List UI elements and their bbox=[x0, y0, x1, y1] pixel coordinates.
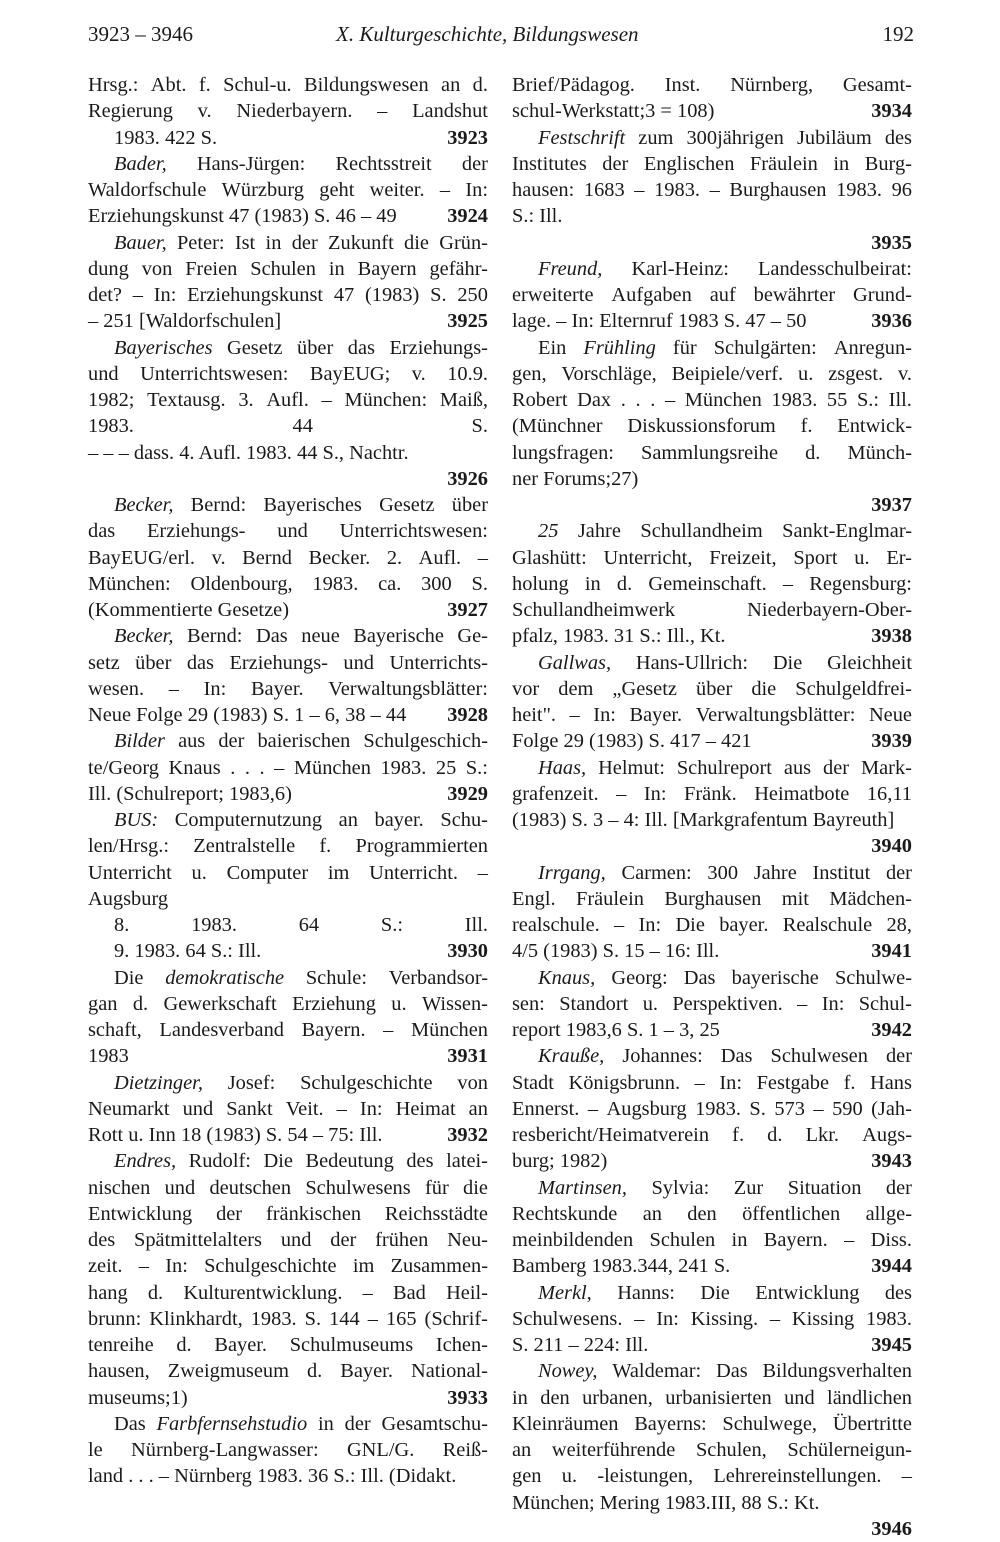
entry-text: Neumarkt und Sankt Veit. – In: Heimat an bbox=[88, 1097, 488, 1120]
entry-line bbox=[512, 203, 912, 229]
entry-text: 4/5 (1983) S. 15 – 16: Ill. bbox=[512, 940, 720, 963]
entry-line bbox=[88, 151, 488, 177]
entry-line bbox=[512, 1280, 912, 1306]
entry-line bbox=[88, 1253, 488, 1279]
bibliography-entry bbox=[512, 1358, 912, 1542]
entry-line bbox=[512, 860, 912, 886]
entry-line bbox=[88, 518, 488, 544]
entry-line bbox=[512, 886, 912, 912]
entry-line bbox=[88, 1122, 488, 1148]
entry-text: Glashütt: Unterricht, Freizeit, Sport u. Er- bbox=[512, 546, 912, 569]
entry-line bbox=[88, 597, 488, 623]
entry-text: grafenzeit. – In: Fränk. Heimatbote 16,11 bbox=[512, 782, 912, 805]
entry-line bbox=[512, 518, 912, 544]
entry-text: Bamberg 1983.344, 241 S. bbox=[512, 1255, 731, 1278]
entry-number: 3928 bbox=[447, 704, 488, 726]
entry-number: 3923 bbox=[447, 126, 488, 149]
entry-text: Freund, Karl-Heinz: Landesschulbeirat: bbox=[538, 257, 912, 280]
entry-text: – 251 [Waldorfschulen] bbox=[88, 310, 282, 333]
entry-line bbox=[512, 335, 912, 361]
entry-line bbox=[512, 650, 912, 676]
entry-text: realschule. – In: Die bayer. Realschule 28, bbox=[512, 914, 912, 936]
entry-text: 9. 1983. 64 S.: Ill. bbox=[114, 940, 262, 963]
entry-line bbox=[88, 860, 488, 886]
entry-number-line bbox=[512, 833, 912, 859]
bibliography-entry bbox=[512, 256, 912, 335]
entry-number: 3937 bbox=[871, 494, 912, 516]
entry-text: le Nürnberg-Langwasser: GNL/G. Reiß- bbox=[88, 1439, 488, 1461]
entry-number-line bbox=[512, 1516, 912, 1542]
bibliography-entry bbox=[88, 492, 488, 623]
entry-text: Hrsg.: Abt. f. Schul-u. Bildungswesen an d. bbox=[88, 74, 488, 96]
entry-number: 3941 bbox=[871, 940, 912, 963]
entry-text: sen: Standort u. Perspektiven. – In: Schul- bbox=[512, 992, 912, 1015]
bibliography-entry bbox=[512, 125, 912, 256]
entry-line bbox=[512, 72, 912, 98]
entry-number: 3926 bbox=[447, 467, 488, 490]
entry-line bbox=[512, 1463, 912, 1489]
entry-text: München; Mering 1983.III, 88 S.: Kt. bbox=[512, 1491, 820, 1514]
entry-text: setz über das Erziehungs- und Unterrichts- bbox=[88, 651, 488, 674]
entry-line bbox=[88, 1227, 488, 1253]
entry-line bbox=[512, 597, 912, 623]
entry-number-line bbox=[88, 466, 488, 492]
entry-line bbox=[88, 413, 488, 439]
bibliography-entry bbox=[512, 72, 912, 125]
bibliography-entry bbox=[88, 965, 488, 1070]
entry-line bbox=[88, 1043, 488, 1069]
entry-line bbox=[512, 151, 912, 177]
entry-line bbox=[512, 1175, 912, 1201]
entry-text: Becker, Bernd: Bayerisches Gesetz über bbox=[114, 494, 488, 516]
entry-line bbox=[88, 282, 488, 308]
entry-number: 3943 bbox=[871, 1150, 912, 1173]
entry-text: Unterricht u. Computer im Unterricht. – bbox=[88, 861, 488, 884]
entry-line bbox=[88, 203, 488, 229]
entry-number: 3925 bbox=[447, 310, 488, 333]
entry-text: Haas, Helmut: Schulreport aus der Mark- bbox=[538, 756, 912, 779]
entry-line bbox=[512, 623, 912, 649]
entry-text: Bauer, Peter: Ist in der Zukunft die Grün- bbox=[114, 231, 488, 254]
entry-text: Nowey, Waldemar: Das Bildungsverhalten bbox=[538, 1360, 912, 1383]
entry-number: 3935 bbox=[871, 231, 912, 254]
entry-line bbox=[88, 938, 488, 964]
entry-line bbox=[88, 387, 488, 413]
entry-text: ner Forums;27) bbox=[512, 467, 639, 490]
entry-line bbox=[512, 466, 912, 492]
entry-line bbox=[88, 886, 488, 912]
bibliography-entry bbox=[88, 230, 488, 335]
entry-text: lage. – In: Elternruf 1983 S. 47 – 50 bbox=[512, 310, 807, 333]
entry-text: heit". – In: Bayer. Verwaltungsblätter: Neue bbox=[512, 704, 912, 726]
entry-number: 3934 bbox=[871, 100, 912, 123]
entry-line bbox=[88, 230, 488, 256]
entry-text: München: Oldenbourg, 1983. ca. 300 S. bbox=[88, 572, 488, 595]
entry-text: nischen und deutschen Schulwesens für die bbox=[88, 1176, 488, 1199]
entry-line bbox=[88, 1411, 488, 1437]
bibliography-entry bbox=[88, 151, 488, 230]
entry-number: 3939 bbox=[871, 730, 912, 753]
entry-line bbox=[88, 781, 488, 807]
entry-number: 3927 bbox=[447, 599, 488, 621]
entry-line bbox=[88, 1358, 488, 1384]
entry-text: Rechtskunde an den öffentlichen allge- bbox=[512, 1202, 912, 1225]
entry-text: Bader, Hans-Jürgen: Rechtsstreit der bbox=[114, 152, 488, 175]
bibliography-entry bbox=[88, 72, 488, 151]
entry-line bbox=[88, 912, 488, 938]
entry-text: Engl. Fräulein Burghausen mit Mädchen- bbox=[512, 887, 912, 910]
entry-text: zeit. – In: Schulgeschichte im Zusammen- bbox=[88, 1255, 488, 1278]
entry-line bbox=[88, 833, 488, 859]
bibliography-entry bbox=[512, 518, 912, 649]
entry-text: Rott u. Inn 18 (1983) S. 54 – 75: Ill. bbox=[88, 1124, 383, 1146]
entry-text: Augsburg bbox=[88, 887, 169, 910]
entry-text: lungsfragen: Sammlungsreihe d. Münch- bbox=[512, 441, 912, 464]
entry-text: det? – In: Erziehungskunst 47 (1983) S. 250 bbox=[88, 284, 488, 306]
entry-number: 3924 bbox=[447, 205, 488, 228]
bibliography-entry bbox=[512, 1280, 912, 1359]
entry-text: Stadt Königsbrunn. – In: Festgabe f. Hans bbox=[512, 1071, 912, 1094]
entry-line bbox=[88, 807, 488, 833]
bibliography-entry bbox=[88, 335, 488, 493]
entry-line bbox=[512, 1385, 912, 1411]
entry-text: Die demokratische Schule: Verbandsor- bbox=[114, 966, 488, 989]
entry-line bbox=[512, 545, 912, 571]
entry-text: Kleinräumen Bayerns: Schulwege, Übertritte bbox=[512, 1412, 912, 1435]
entry-text: Institutes der Englischen Fräulein in Burg- bbox=[512, 152, 912, 175]
entry-line bbox=[512, 1306, 912, 1332]
entry-text: Folge 29 (1983) S. 417 – 421 bbox=[512, 730, 752, 753]
entry-text: Brief/Pädagog. Inst. Nürnberg, Gesamt- bbox=[512, 74, 912, 96]
entry-text: in den urbanen, urbanisierten und ländlichen bbox=[512, 1386, 912, 1409]
entry-text: S. 211 – 224: Ill. bbox=[512, 1334, 649, 1356]
entry-text: pfalz, 1983. 31 S.: Ill., Kt. bbox=[512, 625, 726, 648]
entry-line bbox=[512, 728, 912, 754]
entry-line bbox=[512, 256, 912, 282]
bibliography-entry bbox=[512, 1043, 912, 1174]
entry-line bbox=[88, 991, 488, 1017]
header-entry-range: 3923 – 3946 bbox=[88, 22, 193, 46]
entry-line bbox=[512, 282, 912, 308]
entry-text: 8. 1983. 64 S.: Ill. bbox=[114, 914, 488, 936]
entry-line bbox=[512, 702, 912, 728]
entry-line bbox=[512, 1096, 912, 1122]
entry-line bbox=[512, 98, 912, 124]
left-column bbox=[88, 72, 488, 1490]
entry-line bbox=[512, 1490, 912, 1516]
entry-line bbox=[88, 1463, 488, 1489]
entry-number: 3931 bbox=[447, 1045, 488, 1068]
entry-line bbox=[88, 308, 488, 334]
entry-line bbox=[512, 1148, 912, 1174]
entry-text: des Spätmittelalters und der frühen Neu- bbox=[88, 1229, 488, 1251]
entry-line bbox=[88, 623, 488, 649]
entry-line bbox=[512, 1043, 912, 1069]
entry-text: te/Georg Knaus . . . – München 1983. 25 S.: bbox=[88, 756, 488, 779]
entry-line bbox=[88, 1201, 488, 1227]
entry-line bbox=[88, 1280, 488, 1306]
entry-text: report 1983,6 S. 1 – 3, 25 bbox=[512, 1019, 720, 1041]
entry-number-line bbox=[512, 230, 912, 256]
entry-text: Schulwesens. – In: Kissing. – Kissing 1983. bbox=[512, 1307, 912, 1330]
entry-line bbox=[512, 387, 912, 413]
entry-line bbox=[512, 965, 912, 991]
entry-line bbox=[88, 492, 488, 518]
entry-text: hang d. Kulturentwicklung. – Bad Heil- bbox=[88, 1281, 488, 1304]
entry-line bbox=[88, 1437, 488, 1463]
entry-text: und Unterrichtswesen: BayEUG; v. 10.9. bbox=[88, 362, 488, 385]
bibliography-entry bbox=[512, 965, 912, 1044]
entry-line bbox=[512, 1201, 912, 1227]
entry-line bbox=[88, 72, 488, 98]
entry-line bbox=[88, 1017, 488, 1043]
bibliography-entry bbox=[512, 335, 912, 519]
entry-text: dung von Freien Schulen in Bayern gefähr- bbox=[88, 257, 488, 280]
entry-number: 3942 bbox=[871, 1019, 912, 1041]
entry-text: holung in d. Gemeinschaft. – Regensburg: bbox=[512, 572, 912, 595]
entry-text: 1982; Textausg. 3. Aufl. – München: Maiß, bbox=[88, 389, 488, 411]
entry-line bbox=[88, 965, 488, 991]
entry-line bbox=[88, 1096, 488, 1122]
entry-line bbox=[512, 1017, 912, 1043]
entry-text: museums;1) bbox=[88, 1386, 188, 1409]
entry-line bbox=[512, 1070, 912, 1096]
entry-text: 1983. 422 S. bbox=[114, 126, 218, 149]
entry-text: Knaus, Georg: Das bayerische Schulwe- bbox=[538, 966, 912, 989]
entry-line bbox=[512, 912, 912, 938]
bibliography-entry bbox=[512, 755, 912, 860]
bibliography-entry bbox=[88, 1411, 488, 1490]
entry-text: 1983. 44 S. bbox=[88, 415, 488, 438]
entry-text: schaft, Landesverband Bayern. – München bbox=[88, 1019, 488, 1041]
entry-line bbox=[88, 650, 488, 676]
entry-text: Krauße, Johannes: Das Schulwesen der bbox=[538, 1045, 912, 1068]
entry-text: Endres, Rudolf: Die Bedeutung des latei- bbox=[114, 1150, 488, 1173]
entry-text: Bilder aus der baierischen Schulgeschich- bbox=[114, 730, 488, 753]
entry-text: hausen: 1683 – 1983. – Burghausen 1983. 96 bbox=[512, 179, 912, 201]
entry-number: 3944 bbox=[871, 1255, 912, 1278]
header-section-title: X. Kulturgeschichte, Bildungswesen bbox=[336, 22, 639, 46]
bibliography-entry bbox=[88, 1070, 488, 1149]
entry-text: Ennerst. – Augsburg 1983. S. 573 – 590 (Jah- bbox=[512, 1097, 912, 1120]
entry-text: Martinsen, Sylvia: Zur Situation der bbox=[538, 1176, 912, 1199]
entry-line bbox=[88, 1175, 488, 1201]
entry-number: 3929 bbox=[447, 782, 488, 805]
entry-line bbox=[512, 361, 912, 387]
page-header bbox=[88, 22, 914, 56]
entry-text: Robert Dax . . . – München 1983. 55 S.: Ill. bbox=[512, 389, 912, 411]
entry-text: (Kommentierte Gesetze) bbox=[88, 599, 289, 621]
entry-text: Ein Frühling für Schulgärten: Anregun- bbox=[538, 336, 912, 359]
entry-text: BUS: Computernutzung an bayer. Schu- bbox=[114, 809, 488, 831]
entry-text: 25 Jahre Schullandheim Sankt-Englmar- bbox=[538, 520, 912, 543]
entry-text: (1983) S. 3 – 4: Ill. [Markgrafentum Bayreuth] bbox=[512, 809, 895, 831]
bibliography-entry bbox=[88, 728, 488, 807]
entry-number: 3940 bbox=[871, 835, 912, 858]
entry-text: burg; 1982) bbox=[512, 1150, 608, 1173]
entry-text: Merkl, Hanns: Die Entwicklung des bbox=[538, 1281, 912, 1304]
entry-number: 3945 bbox=[871, 1334, 912, 1356]
entry-text: land . . . – Nürnberg 1983. 36 S.: Ill. (Didakt. bbox=[88, 1465, 457, 1488]
entry-text: Regierung v. Niederbayern. – Landshut bbox=[88, 100, 488, 123]
entry-text: gen u. -leistungen, Lehrereinstellungen. – bbox=[512, 1465, 912, 1488]
entry-line bbox=[512, 755, 912, 781]
entry-text: (Münchner Diskussionsforum f. Entwick- bbox=[512, 415, 912, 438]
entry-number: 3933 bbox=[447, 1386, 488, 1409]
entry-text: meinbildenden Schulen in Bayern. – Diss. bbox=[512, 1229, 912, 1251]
bibliography-entry bbox=[88, 623, 488, 728]
entry-text: Das Farbfernsehstudio in der Gesamtschu- bbox=[114, 1412, 488, 1435]
entry-text: Dietzinger, Josef: Schulgeschichte von bbox=[114, 1071, 488, 1094]
entry-line bbox=[512, 440, 912, 466]
entry-number: 3932 bbox=[447, 1124, 488, 1146]
entry-line bbox=[512, 413, 912, 439]
entry-line bbox=[512, 1437, 912, 1463]
entry-line bbox=[88, 728, 488, 754]
entry-line bbox=[88, 545, 488, 571]
right-column bbox=[512, 72, 912, 1542]
header-page-number: 192 bbox=[882, 22, 914, 46]
entry-number: 3930 bbox=[447, 940, 488, 963]
entry-line bbox=[512, 938, 912, 964]
entry-line bbox=[88, 1306, 488, 1332]
entry-line bbox=[512, 125, 912, 151]
entry-text: schul-Werkstatt;3 = 108) bbox=[512, 100, 715, 123]
entry-text: Gallwas, Hans-Ullrich: Die Gleichheit bbox=[538, 651, 912, 674]
entry-line bbox=[512, 1227, 912, 1253]
entry-line bbox=[512, 991, 912, 1017]
entry-line bbox=[88, 335, 488, 361]
entry-line bbox=[512, 308, 912, 334]
entry-line bbox=[88, 571, 488, 597]
entry-line bbox=[512, 571, 912, 597]
entry-line bbox=[512, 807, 912, 833]
entry-line bbox=[88, 177, 488, 203]
entry-line bbox=[88, 676, 488, 702]
entry-line bbox=[512, 1253, 912, 1279]
entry-text: wesen. – In: Bayer. Verwaltungsblätter: bbox=[88, 677, 488, 700]
entry-text: Festschrift zum 300jährigen Jubiläum des bbox=[538, 126, 912, 149]
entry-text: tenreihe d. Bayer. Schulmuseums Ichen- bbox=[88, 1334, 488, 1356]
entry-line bbox=[88, 361, 488, 387]
entry-text: Bayerisches Gesetz über das Erziehungs- bbox=[114, 336, 488, 359]
entry-line bbox=[512, 177, 912, 203]
entry-text: Neue Folge 29 (1983) S. 1 – 6, 38 – 44 bbox=[88, 704, 407, 726]
entry-line bbox=[88, 256, 488, 282]
entry-text: S.: Ill. bbox=[512, 205, 563, 228]
entry-text: len/Hrsg.: Zentralstelle f. Programmierten bbox=[88, 835, 488, 858]
entry-line bbox=[88, 125, 488, 151]
entry-line bbox=[512, 1358, 912, 1384]
entry-text: Erziehungskunst 47 (1983) S. 46 – 49 bbox=[88, 205, 397, 228]
entry-text: resbericht/Heimatverein f. d. Lkr. Augs- bbox=[512, 1124, 912, 1146]
entry-text: 1983 bbox=[88, 1045, 129, 1068]
entry-line bbox=[88, 440, 488, 466]
bibliography-entry bbox=[512, 1175, 912, 1280]
entry-text: Becker, Bernd: Das neue Bayerische Ge- bbox=[114, 625, 488, 648]
entry-text: gan d. Gewerkschaft Erziehung u. Wissen- bbox=[88, 992, 488, 1015]
entry-line bbox=[88, 702, 488, 728]
entry-line bbox=[512, 781, 912, 807]
entry-text: an weiterführende Schulen, Schülerneigun- bbox=[512, 1439, 912, 1461]
entry-text: – – – dass. 4. Aufl. 1983. 44 S., Nachtr. bbox=[88, 441, 409, 464]
bibliography-entry bbox=[88, 807, 488, 965]
bibliography-entry bbox=[512, 860, 912, 965]
entry-text: vor dem „Gesetz über die Schulgeldfrei- bbox=[512, 677, 912, 700]
entry-line bbox=[512, 1411, 912, 1437]
entry-number: 3936 bbox=[871, 310, 912, 333]
bibliography-entry bbox=[512, 650, 912, 755]
entry-text: Entwicklung der fränkischen Reichsstädte bbox=[88, 1202, 488, 1225]
entry-text: Irrgang, Carmen: 300 Jahre Institut der bbox=[538, 861, 912, 884]
entry-text: Waldorfschule Würzburg geht weiter. – In: bbox=[88, 179, 488, 201]
entry-text: Schullandheimwerk Niederbayern-Ober- bbox=[512, 599, 912, 621]
entry-text: gen, Vorschläge, Beipiele/verf. u. zsgest. v. bbox=[512, 362, 912, 385]
bibliography-entry bbox=[88, 1148, 488, 1411]
entry-line bbox=[88, 1385, 488, 1411]
entry-number-line bbox=[512, 492, 912, 518]
entry-number: 3938 bbox=[871, 625, 912, 648]
entry-text: Ill. (Schulreport; 1983,6) bbox=[88, 782, 292, 805]
entry-line bbox=[512, 1122, 912, 1148]
entry-text: das Erziehungs- und Unterrichtswesen: bbox=[88, 520, 488, 543]
entry-line bbox=[88, 1332, 488, 1358]
entry-line bbox=[512, 676, 912, 702]
entry-text: hausen, Zweigmuseum d. Bayer. National- bbox=[88, 1360, 488, 1383]
entry-text: brunn: Klinkhardt, 1983. S. 144 – 165 (Schrif- bbox=[88, 1307, 488, 1330]
entry-text: BayEUG/erl. v. Bernd Becker. 2. Aufl. – bbox=[88, 546, 488, 569]
entry-line bbox=[88, 1070, 488, 1096]
entry-line bbox=[88, 98, 488, 124]
entry-number: 3946 bbox=[871, 1517, 912, 1540]
entry-line bbox=[512, 1332, 912, 1358]
entry-line bbox=[88, 755, 488, 781]
entry-text: erweiterte Aufgaben auf bewährter Grund- bbox=[512, 284, 912, 306]
entry-line bbox=[88, 1148, 488, 1174]
